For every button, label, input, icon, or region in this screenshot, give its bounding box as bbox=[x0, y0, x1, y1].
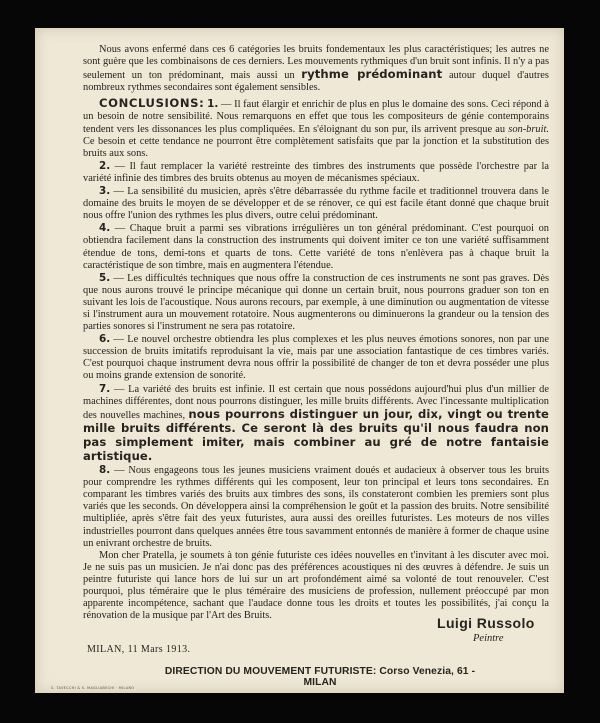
intro-emphasis: rythme prédominant bbox=[301, 67, 443, 82]
direction-address: DIRECTION DU MOUVEMENT FUTURISTE: Corso Venezia, 61 - MILAN bbox=[164, 666, 476, 688]
intro-text-a: Nous avons enfermé dans ces 6 catégories les bruits fondementaux les plus caractéristiques; les autres ne sont guère que les combinaisons de ces derniers. Les mouvements rythmiques d'un bruit sont infinis. Il n'y a pas seulement un ton prédominant, mais aussi un bbox=[83, 44, 549, 82]
conclusion-7 bbox=[83, 383, 549, 465]
conclusion-6 bbox=[83, 333, 549, 382]
conclusion-5-text: — Les difficultés techniques que nous offre la construction de ces instruments ne sont pas graves. Dès que nous aurons trouvé le principe mécanique qui donne un certain bruit, nous pourrons graduer son ton en suivant les lois de l'acoustique. Nous aurons recours, par exemple, à une diminution ou augmentation de vitesse si l'instrument aura un mouvement rotatoire. Nous augmenterons ou diminuerons la grandeur ou la tension des parties sonores si l'instrument ne sera pas rotatoire. bbox=[83, 272, 549, 333]
conclusion-7-text: — La variété des bruits est infinie. Il est certain que nous possédons aujourd'hui plus d'un millier de machines différentes, dont nous pourrons distinguer, les mille bruits différents. Avec l'incessante multiplication des nouvelles machines, bbox=[83, 383, 549, 421]
intro-paragraph bbox=[83, 44, 549, 94]
conclusion-number: 5. bbox=[99, 271, 111, 284]
conclusion-number: 1. bbox=[207, 98, 219, 111]
conclusion-1-text-b: Ce besoin et cette tendance ne pourront être complètement satisfaits que par la jonction et la substitution des bruits aux sons. bbox=[83, 135, 549, 159]
conclusion-number: 3. bbox=[99, 185, 111, 198]
conclusion-3-text: — La sensibilité du musicien, après s'être débarrassée du rythme facile et traditionnel trouvera dans le domaine des bruits le moyen de se développer et de se rénover, ce qui est facile étant donné que chaque bruit nous offre l'union des rythmes les plus divers, outre celui prédominant. bbox=[83, 186, 549, 222]
signature-block bbox=[437, 615, 535, 644]
conclusion-1-text-a: — Il faut élargir et enrichir de plus en plus le domaine des sons. Ceci répond à un besoin de notre sensibilité. Nous remarquons en effet que tous les compositeurs de génie contemporains tendent vers les dissonances les plus compliquées. En s'éloignant du son pur, ils arrivent presque au bbox=[83, 99, 549, 135]
conclusion-8-text: — Nous engageons tous les jeunes musiciens vraiment doués et audacieux à observer tous les bruits pour comprendre les rythmes différents qui les composent, leur ton principal et leurs tons secondaires. En comparant les timbres variés des bruits aux timbres des sons, ils constateront combien les premiers sont plus variés que les seconds. On développera ainsi la compréhension le goût et la passion des bruits. Notre sensibilité multipliée, après s'être fait des yeux futuristes, aura aussi des oreilles futuristes. Les moteurs de nos villes industrielles pourront dans quelques années être tous savamment entonnés de manière à former de chaque usine un enivrant orchestre de bruits. bbox=[83, 465, 549, 549]
closing-paragraph: Mon cher Pratella, je soumets à ton génie futuriste ces idées nouvelles en t'invitant à les discuter avec moi. Je ne suis pas un musicien. Je n'ai donc pas des préférences acoustiques ni des œuvres à défendre. Je suis un peintre futuriste qui lance hors de lui sur un art profondément aimé sa volonté de tout renouveler. C'est pourquoi, plus téméraire que le plus téméraire des musiciens de profession, nullement préoccupé par mon apparente incompétence, sachant que l'audace donne tous les droits et toutes les possibilités, j'ai conçu la rénovation de la musique par l'Art des Bruits. bbox=[83, 549, 549, 622]
conclusion-5 bbox=[83, 272, 549, 333]
intro-text-b: autour duquel d'autres nombreux rythmes secondaires sont également sensibles. bbox=[83, 70, 549, 94]
conclusion-number: 4. bbox=[99, 222, 111, 235]
conclusion-7-emphasis: nous pourrons distinguer un jour, dix, vingt ou trente mille bruits différents. Ce seront là des bruits qu'il nous faudra non pas simplement imiter, mais combiner au gré de notre fantaisie artistique. bbox=[83, 406, 549, 463]
manifesto-sheet bbox=[35, 28, 564, 693]
conclusion-8 bbox=[83, 464, 549, 550]
conclusions-heading: CONCLUSIONS: bbox=[99, 96, 205, 111]
conclusion-3 bbox=[83, 185, 549, 222]
conclusion-1 bbox=[83, 97, 549, 159]
author-name: Luigi Russolo bbox=[437, 615, 535, 631]
conclusion-6-text: — Le nouvel orchestre obtiendra les plus complexes et les plus neuves émotions sonores, non par une succession de bruits imitatifs reproduisant la vie, mais par une association fantastique de ces timbres variés. C'est pourquoi chaque instrument devra nous offrir la possibilité de changer de ton et devra posséder une plus ou moins grande extension de sonorité. bbox=[83, 334, 549, 382]
printer-imprint: S. TAVECCHI & S. MAGLIABECHI · MILANO bbox=[51, 686, 135, 690]
conclusion-1-italic: son-bruit. bbox=[508, 123, 549, 135]
conclusion-number: 2. bbox=[99, 159, 111, 172]
conclusion-2 bbox=[83, 160, 549, 185]
conclusion-4 bbox=[83, 222, 549, 271]
manifesto-text bbox=[83, 44, 549, 622]
conclusion-number: 6. bbox=[99, 333, 111, 346]
date-line: MILAN, 11 Mars 1913. bbox=[87, 644, 191, 655]
conclusion-number: 7. bbox=[99, 382, 111, 395]
conclusion-4-text: — Chaque bruit a parmi ses vibrations irrégulières un ton général prédominant. C'est pourquoi on obtiendra facilement dans la construction des instruments qui doivent imiter ce ton une variété suffisamment étendue de tons, demi-tons et quarts de tons. Cette variété de tons n'enlèvera pas à chaque bruit la caractéristique de son timbre, mais en augmentera l'étendue. bbox=[83, 223, 549, 271]
conclusion-2-text: — Il faut remplacer la variété restreinte des timbres des instruments que possède l'orchestre par la variété infinie des timbres des bruits obtenus au moyen de mécanismes spéciaux. bbox=[83, 160, 549, 184]
conclusion-number: 8. bbox=[99, 464, 111, 477]
author-title: Peintre bbox=[473, 633, 504, 644]
